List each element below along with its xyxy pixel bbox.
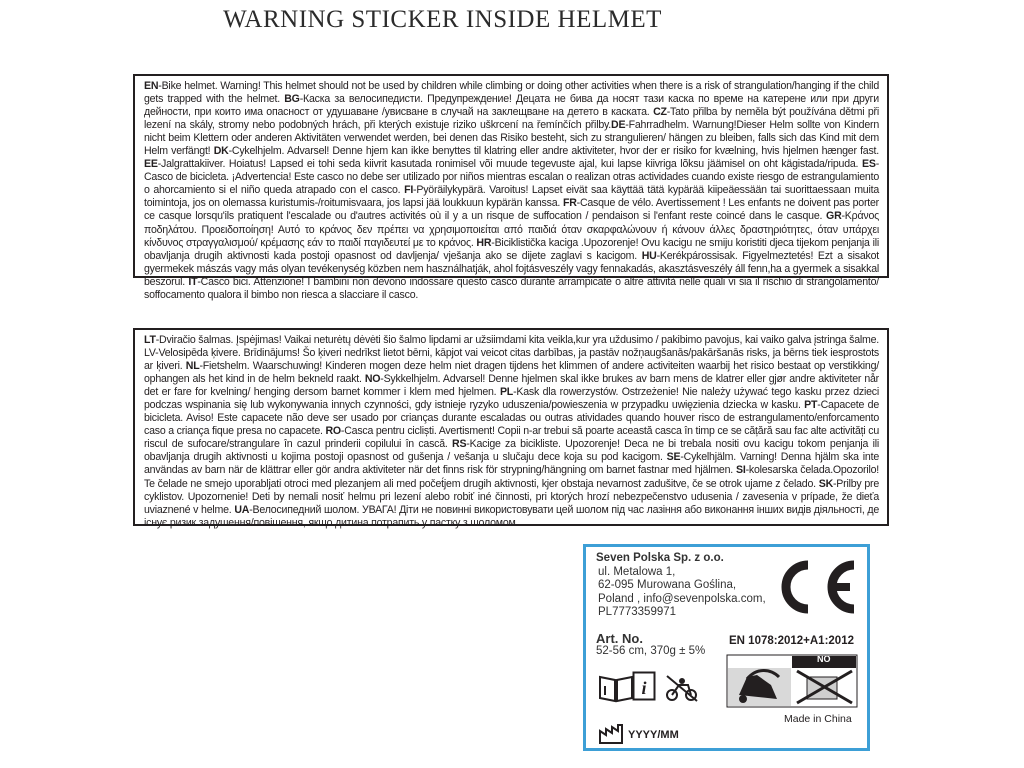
language-code: HR: [476, 236, 492, 249]
warning-text: -Kacige za bicikliste. Upozorenje! Deca ne bi trebala nositi ovu kacigu tokom penjanja ili obavljanja drugih aktivnosti u kojima postoji opasnost od gušenja / vešanja u slučaju dece koja su pod kacigom.: [144, 438, 879, 464]
art-no-label: Art. No.: [596, 631, 643, 646]
no-badge: NO: [817, 654, 831, 664]
language-code: DE: [611, 119, 626, 132]
size-weight: 52-56 cm, 370g ± 5%: [596, 645, 706, 657]
warning-text: -Sykkelhjelm. Advarsel! Denne hjelmen skal ikke brukes av barn mens de klatrer eller gjør andre aktiviteter når det er fare for kvelning/ henging dersom barnet kommer i klem med hjelmen.: [144, 373, 879, 399]
warning-text: -kolesarska čelada.Opozorilo! Te čelade ne smejo uporabljati otroci med plezanjem ali med počet́jem drugih aktivnosti, kjer obstaja nevarnost zadušitve, če se otrok ujame z čelado.: [144, 464, 879, 490]
language-code: IT: [188, 275, 198, 288]
address-line: 62-095 Murowana Goślina,: [598, 579, 737, 591]
language-code: SI: [735, 464, 746, 477]
warning-text: -Prilby pre cyklistov. Upozornenie! Deti by nemali nosiť helmu pri lezení alebo robiť iné činnosti, pri ktorých hrozí nebezpečenstvo udusenia / zavesenia v prípade, že dieťa uviaznené v helme.: [144, 477, 880, 516]
warning-text: -Κράνος ποδηλάτου. Προειδοποίηση! Αυτό το κράνος δεν πρέπει να χρησιμοποιείται από παιδιά όταν σκαρφαλώνουν ή κάνουν άλλες δραστηριότητες, όταν υπάρχει κίνδυνος στραγγαλισμού/ κρέμασης εάν το παιδί παγιδευτεί με το κράνος.: [144, 210, 879, 249]
language-code: BG: [284, 93, 300, 106]
info-icon: [632, 671, 656, 701]
warning-text: -Casco de bicicleta. ¡Advertencia! Este casco no debe ser utilizado por niños mientras escalan o realizan otras actividades cuando existe riesgo de estrangulamiento o ahorcamiento si el niño queda atrapado con el casco.: [144, 158, 879, 197]
language-code: CZ: [653, 106, 667, 119]
warning-text: -Fietshelm. Waarschuwing! Kinderen mogen deze helm niet dragen tijdens het klimmen of andere activiteiten waarbij het risico bestaat op verstikking/ ophangen als het kind in de helm bekneld raakt.: [144, 360, 879, 386]
language-code: EE: [144, 158, 158, 171]
warning-text: -Pyöräilykypärä. Varoitus! Lapset eivät saa käyttää tätä kypärää kiipeäessään tai suorittaessaan muita toimintoja, jos on olemassa kuristumis-/roitumisvaara, jos lapsi jää loukkuun kypärän kanssa.: [144, 184, 879, 210]
warning-text: -Capacete de bicicleta. Aviso! Este capacete não deve ser usado por crianças durante escaladas ou outras atividades quando houver risco de estrangulamento/enforcamento caso a criança fique presa no capacete.: [144, 399, 879, 438]
article-info: [596, 632, 705, 658]
warning-text: -Каска за велосипедисти. Предупреждение! Децата не бива да носят тази каска по време на катерене или при други дейности, при които има опасност от удушаване /увисване в случай на заклещване на детето в каската.: [144, 93, 879, 119]
address-line: Poland , info@sevenpolska.com,: [598, 592, 766, 605]
warning-text: -Kask dla rowerzystów. Ostrzeżenie! Nie należy używać tego kasku przez dzieci podczas wspinania się lub wykonywania innych czynności, gdy istnieje ryzyko uduszenia/powieszenia w przypadku uwięzienia dziecka w kasku.: [144, 386, 879, 412]
made-in: Made in China: [784, 713, 852, 725]
warning-text: -Cykelhjelm. Advarsel! Denne hjem kan ikke benyttes til klatring eller andre aktiviteter, hvor der er risiko for kvælning, hvis hjelmen hænger fast.: [228, 145, 879, 158]
language-code: DK: [213, 145, 229, 158]
language-code: UA: [234, 503, 250, 516]
warning-text: -Велосипедний шолом. УВАГА! Діти не повинні використовувати цей шолом під час лазіння або виконання інших видів діяльності, де існує ризик задушення/повішення, якщо дитина потрапить у пастку з шоломом.: [144, 503, 879, 529]
language-code: FI: [404, 184, 414, 197]
warning-text-block-1: [133, 74, 889, 301]
company-name: Seven Polska Sp. z o.o.: [596, 552, 724, 564]
language-code: EN: [144, 80, 159, 92]
language-code: LT: [144, 334, 156, 346]
warning-text-block-2: [133, 328, 889, 529]
warning-text: -Tato přilba by neměla být používána dětmi při lezení na skály, stromy nebo podobných hrách, při kterých existuje riziko uškrcení na řemínčích přilby.: [144, 106, 879, 132]
warning-text: -Casca pentru cicliști. Avertisment! Copii n-ar trebui să poarte această casca în timp ce se cățără sau fac alte activități cu riscul de sufocare/strangulare în cazul prinderii copilului în cască.: [144, 425, 879, 451]
warning-text: -Dviračio šalmas. Įspėjimas! Vaikai neturėtų dėvėti šio šalmo lipdami ar užsiimdami kita veikla,kur yra uždusimo / pakibimo pavojus, kai vaiko galva įstringa šalme. LV-Velosipēda ķivere. Brīdinājums! Šo ķiveri nedrīkst lietot bērni, kāpjot vai veicot citas darbības, ja pastāv nožņaugšanās/pakāršanās risks, ja bērns tiek iesprostots ar ķiveri.: [144, 334, 879, 373]
language-code: FR: [562, 197, 577, 210]
language-code: HU: [641, 249, 657, 262]
language-code: SE: [666, 451, 681, 464]
warning-text: -Jalgrattakiiver. Hoiatus! Lapsed ei tohi seda kiivrit kasutada ronimisel või muude tegevuste ajal, kui lapse kiivriga lõksu jäämisel on oht kägistada/ripuda.: [157, 158, 862, 171]
language-code: PL: [499, 386, 514, 399]
language-code: GR: [826, 210, 842, 223]
language-code: NO: [364, 373, 381, 386]
product-label: [583, 544, 870, 751]
language-code: NL: [185, 360, 200, 373]
warning-text: -Bike helmet. Warning! This helmet should not be used by children while climbing or doing other activities when there is a risk of strangulation/hanging if the child gets trapped with the helmet.: [144, 80, 879, 106]
manufacture-date-icon: [598, 723, 624, 745]
language-code: PT: [804, 399, 818, 412]
address-line: ul. Metalowa 1,: [598, 565, 676, 578]
warning-text: -Casque de vélo. Avertissement ! Les enfants ne doivent pas porter ce casque lorsqu'ils pratiquent l'escalade ou d'autres activités où il y a un risque de suffocation / pendaison si l'enfant reste coincé dans le casque.: [144, 197, 879, 223]
language-code: ES: [861, 158, 876, 171]
language-code: RO: [325, 425, 341, 438]
warning-text: -Kerékpárossisak. Figyelmeztetés! Ezt a sisakot gyermekek mászás vagy más olyan tevékenység közben nem használhatják, ahol fojtásveszély vagy fennakadás, akasztásveszély áll fenn,ha a gyermek a sisakkal beszorul.: [144, 249, 879, 288]
warning-text: -Cykelhjälm. Varning! Denna hjälm ska inte användas av barn när de klättrar eller gör andra aktiviteter när det finns risk för strypning/hängning om barnet fastnar med hjälmen.: [144, 451, 879, 477]
date-format: YYYY/MM: [628, 729, 679, 741]
warning-text: -Casco bici. Attenzione! I bambini non devono indossare questo casco durante arrampicate o altre attività nelle quali vi sia il rischio di strangolamento/ soffocamento qualora il bimbo non riesca a slacciare il casco.: [144, 275, 880, 301]
warning-text: -Fahrradhelm. Warnung!Dieser Helm sollte von Kindern nicht beim Klettern oder anderen Aktivitäten verwendet werden, bei denen das Risiko besteht, sich zu strangulieren/ hängen zu bleiben, falls sich das Kind mit dem Helm verfängt!: [144, 119, 879, 158]
no-climbing-icon: [727, 655, 857, 707]
company-info: [596, 552, 766, 620]
language-code: SK: [818, 477, 833, 490]
language-code: RS: [452, 438, 467, 451]
instruction-manual-icon: [598, 673, 634, 703]
warning-text: -Biciklistička kaciga .Upozorenje! Ovu kacigu ne smiju koristiti djeca tijekom penjanja ili obavljanja drugih aktivnosti kada postoji opasnost od davljenja/ vješanja ako se dijete zaglavi s kacigom.: [144, 236, 879, 262]
ce-mark-icon: [766, 557, 862, 617]
standard-code: EN 1078:2012+A1:2012: [729, 635, 854, 647]
svg-text:i: i: [641, 678, 647, 698]
no-motorcycle-icon: [664, 673, 700, 703]
page-title: WARNING STICKER INSIDE HELMET: [223, 6, 662, 33]
address-line: PL7773359971: [598, 606, 677, 618]
